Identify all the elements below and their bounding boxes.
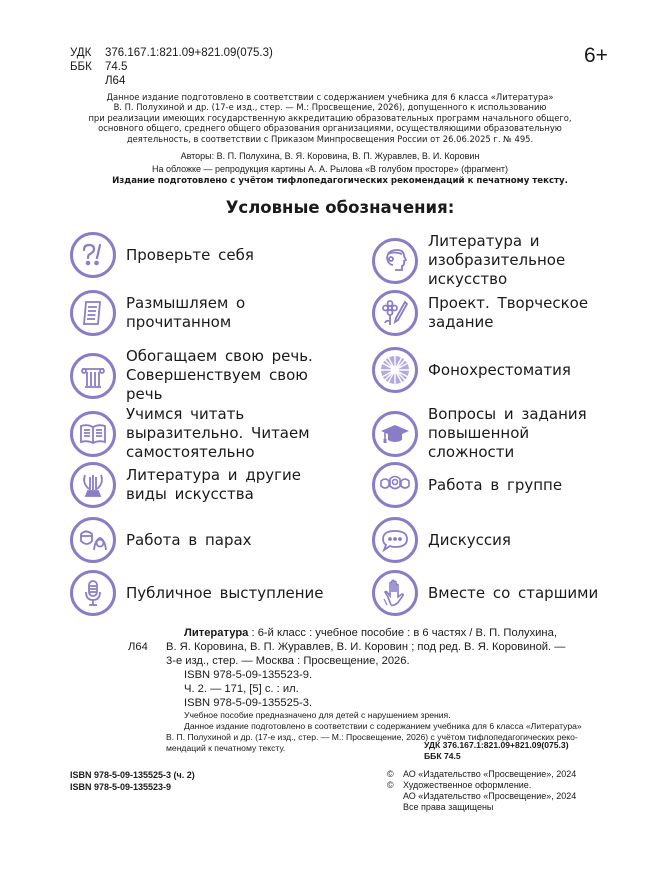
biblio-line: : 6-й класс : учебное пособие : в 6 частях / В. П. Полухина,: [248, 627, 557, 639]
book-title: Литература: [184, 627, 249, 639]
legend-item-group-work: [372, 462, 562, 508]
udk-bbk-bottom: [424, 740, 569, 762]
legend-label: Проверьте себя: [126, 245, 254, 264]
legend-label: Публичное выступление: [126, 583, 324, 602]
flower-pencil-icon: [372, 290, 418, 336]
legend-label: Вопросы и задания повышенной сложности: [428, 405, 587, 461]
cover-line: На обложке — репродукция картины А. А. Рылова «В голубом просторе» (фрагмент): [151, 164, 509, 174]
legend-item-pair-work: [70, 517, 252, 563]
lyre-icon: [70, 462, 116, 508]
isbn-line: ISBN 978-5-09-135523-9.: [184, 669, 313, 681]
legend-label: Проект. Творческое задание: [428, 294, 589, 331]
isbn-line: ISBN 978-5-09-135525-3.: [184, 697, 313, 709]
intro-line: Данное издание подготовлено в соответствии с содержанием учебника для 6 класса «Литература»: [106, 92, 554, 102]
biblio-line: В. Я. Коровина, В. П. Журавлев, В. И. Коровин ; под ред. В. Я. Коровиной. —: [166, 641, 566, 653]
udk-value: 376.167.1:821.09+821.09(075.3): [105, 47, 273, 59]
tiflo-note: Издание подготовлено с учётом тифлопедагогических рекомендаций к печатному тексту.: [112, 176, 568, 186]
question-exclamation-icon: [70, 232, 116, 278]
intro-line: при реализации имеющих государственную аккредитацию образовательных программ начального общего,: [88, 112, 572, 123]
hands-icon: [372, 570, 418, 616]
legend-item-project: [372, 290, 618, 336]
legend-label: Размышляем о прочитанном: [126, 294, 246, 331]
author-mark: Л64: [128, 641, 148, 653]
legend-label: Литература и изобразительное искусство: [428, 232, 566, 288]
udk-line: УДК 376.167.1:821.09+821.09(075.3): [424, 740, 569, 750]
legend-label: Обогащаем свою речь. Совершенствуем свою речь: [126, 347, 313, 403]
udk-block: [70, 46, 273, 88]
legend-label: Вместе со старшими: [428, 583, 599, 602]
bibliographic-record: [128, 626, 618, 754]
legend-label: Работа в парах: [126, 530, 252, 549]
legend-label: Работа в группе: [428, 475, 563, 494]
greek-head-icon: [372, 238, 418, 284]
intro-line: основного общего, среднего общего образования организациями, осуществляющими образовательную: [98, 123, 562, 134]
bbk-label: ББК: [70, 61, 92, 73]
column-icon: [70, 353, 116, 399]
intro-line: В. П. Полухиной и др. (17-е изд., стер. — М.: Просвещение, 2026), допущенного к использованию: [113, 102, 547, 113]
copyright-block: [387, 769, 576, 813]
copyright-icon: ©: [387, 780, 394, 790]
disc-icon: [372, 347, 418, 393]
legend-item-other-arts: [70, 462, 346, 508]
legend-item-check-yourself: [70, 232, 254, 278]
two-faces-icon: [70, 517, 116, 563]
legend-item-with-elders: [372, 570, 598, 616]
legend-item-enrich-speech: [70, 347, 346, 404]
legend-item-audio: [372, 347, 571, 393]
speech-bubble-icon: [372, 517, 418, 563]
copyright-line: АО «Издательство «Просвещение», 2024: [403, 769, 577, 779]
legend-item-read-expressively: [70, 405, 346, 462]
biblio-line: 3-е изд., стер. — Москва : Просвещение, 2026.: [166, 655, 410, 667]
copyright-line: АО «Издательство «Просвещение», 2024: [403, 791, 577, 801]
open-book-icon: [70, 411, 116, 457]
legend-title: Условные обозначения:: [225, 198, 455, 217]
isbn-footer: [70, 770, 195, 793]
legend-label: Учимся читать выразительно. Читаем самостоятельно: [126, 405, 310, 461]
note-line: В. П. Полухиной и др. (17-е изд., стер. — М.: Просвещение, 2026) с учётом тифлопедагогических реко-: [166, 732, 578, 742]
legend-label: Фонохрестоматия: [428, 360, 571, 379]
age-rating: 6+: [584, 44, 608, 67]
intro-line: деятельность, в соответствии с Приказом Минпросвещения России от 26.06.2025 г. № 495.: [126, 133, 534, 144]
authors-block: [90, 150, 570, 176]
legend-item-discussion: [372, 517, 511, 563]
group-faces-icon: [372, 462, 418, 508]
legend-label: Литература и другие виды искусства: [126, 466, 301, 503]
copyright-icon: ©: [387, 769, 394, 779]
author-mark: Л64: [105, 75, 126, 87]
rights-line: Все права защищены: [403, 802, 494, 812]
udk-label: УДК: [70, 47, 92, 59]
authors-line: Авторы: В. П. Полухина, В. Я. Коровина, В. П. Журавлев, В. И. Коровин: [180, 151, 480, 161]
note-line: мендаций к печатному тексту.: [166, 743, 286, 753]
legend-item-reflect: [70, 290, 316, 336]
bbk-line: ББК 74.5: [424, 751, 461, 761]
graduation-cap-icon: [372, 411, 418, 457]
isbn-part: ISBN 978-5-09-135525-3 (ч. 2): [70, 770, 195, 780]
scroll-icon: [70, 290, 116, 336]
intro-text: [78, 92, 582, 144]
isbn-set: ISBN 978-5-09-135523-9: [70, 781, 172, 792]
legend-label: Дискуссия: [428, 530, 511, 549]
note-line: Данное издание подготовлено в соответствии с содержанием учебника для 6 класса «Литература»: [184, 721, 582, 731]
microphone-icon: [70, 570, 116, 616]
pages-line: Ч. 2. — 171, [5] с. : ил.: [184, 683, 299, 695]
legend-item-lit-visual-arts: [372, 232, 618, 289]
legend-item-public-speaking: [70, 570, 324, 616]
copyright-line: Художественное оформление.: [403, 780, 532, 790]
legend-item-advanced: [372, 405, 618, 462]
note-line: Учебное пособие предназначено для детей с нарушением зрения.: [184, 710, 451, 720]
bbk-value: 74.5: [105, 61, 128, 73]
